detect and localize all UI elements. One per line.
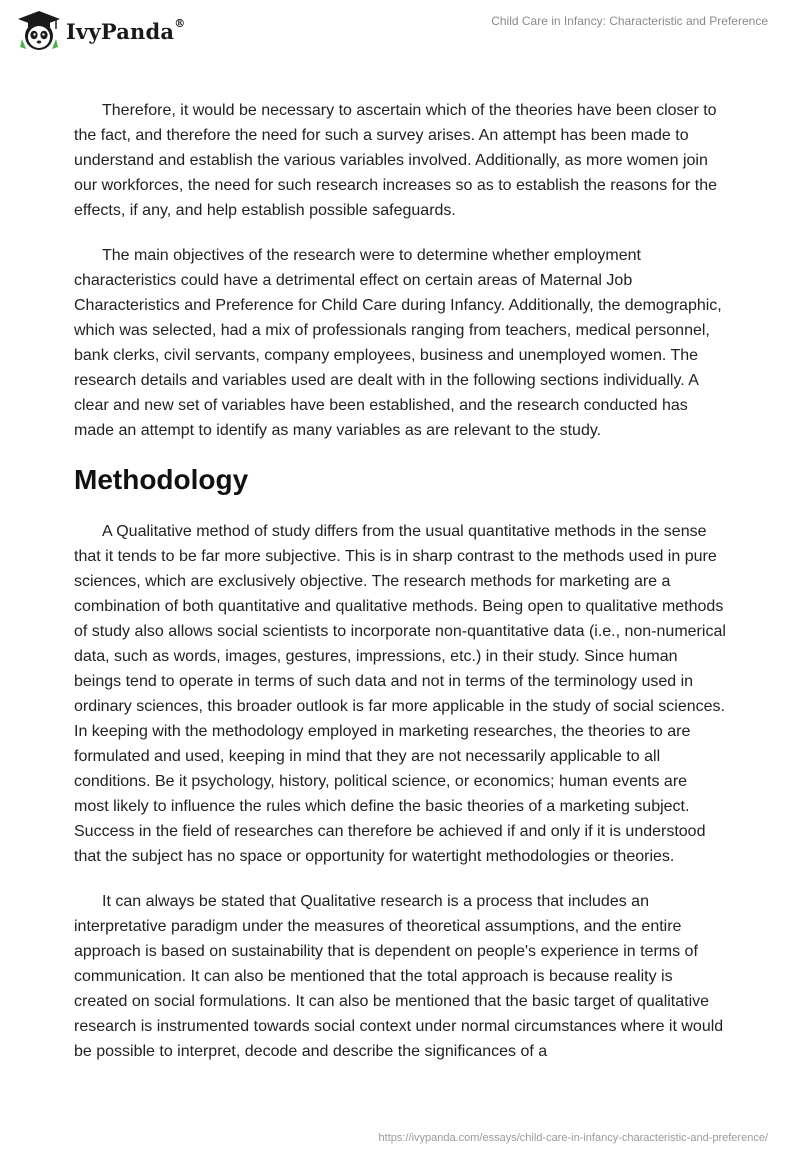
section-heading: Methodology [74, 464, 249, 495]
paragraph: Therefore, it would be necessary to ascertain which of the theories have been closer to the fact, and therefore the need for such a survey arises. An attempt has been made to understand and establish the various variables involved. Additionally, as more women join our workforces, the need for such research increases so as to establish the reasons for the effects, if any, and help establish possible safeguards. [74, 102, 717, 219]
brand-name: IvyPanda® [66, 16, 186, 44]
essay-content [74, 98, 726, 1084]
paragraph: It can always be stated that Qualitative research is a process that includes an interpretative paradigm under the measures of theoretical assumptions, and the entire approach is based on sustainability that is dependent on people's experience in terms of communication. It can also be mentioned that the total approach is because reality is created on social formulations. It can also be mentioned that the basic target of qualitative research is instrumented towards social context under normal circumstances where it would be possible to interpret, decode and describe the significances of a [74, 893, 724, 1060]
panda-logo-icon [16, 9, 62, 53]
document-title: Child Care in Infancy: Characteristic and Preference [491, 14, 768, 28]
page-header [0, 0, 800, 66]
source-url[interactable]: https://ivypanda.com/essays/child-care-in-infancy-characteristic-and-preference/ [378, 1132, 768, 1144]
paragraph: The main objectives of the research were to determine whether employment characteristics could have a detrimental effect on certain areas of Maternal Job Characteristics and Preference for Child Care during Infancy. Additionally, the demographic, which was selected, had a mix of professionals ranging from teachers, medical personnel, bank clerks, civil servants, company employees, business and unemployed women. The research details and variables used are dealt with in the following sections individually. A clear and new set of variables have been established, and the research conducted has made an attempt to identify as many variables as are relevant to the study. [74, 247, 722, 439]
logo[interactable] [16, 9, 185, 53]
paragraph: A Qualitative method of study differs from the usual quantitative methods in the sense that it tends to be far more subjective. This is in sharp contrast to the methods used in pure sciences, which are exclusively objective. The research methods for marketing are a combination of both quantitative and qualitative methods. Being open to qualitative methods of study also allows social scientists to incorporate non-quantitative data (i.e., non-numerical data, such as words, images, gestures, impressions, etc.) in their study. Since human beings tend to operate in terms of such data and not in terms of the terminology used in ordinary sciences, this broader outlook is far more applicable in the study of social sciences. In keeping with the methodology employed in marketing researches, the theories to are formulated and used, keeping in mind that they are not necessarily applicable to all conditions. Be it psychology, history, political science, or economics; human events are most likely to influence the rules which define the basic theories of a marketing subject. Success in the field of researches can therefore be achieved if and only if it is understood that the subject has no space or opportunity for watertight methodologies or theories. [74, 523, 726, 865]
